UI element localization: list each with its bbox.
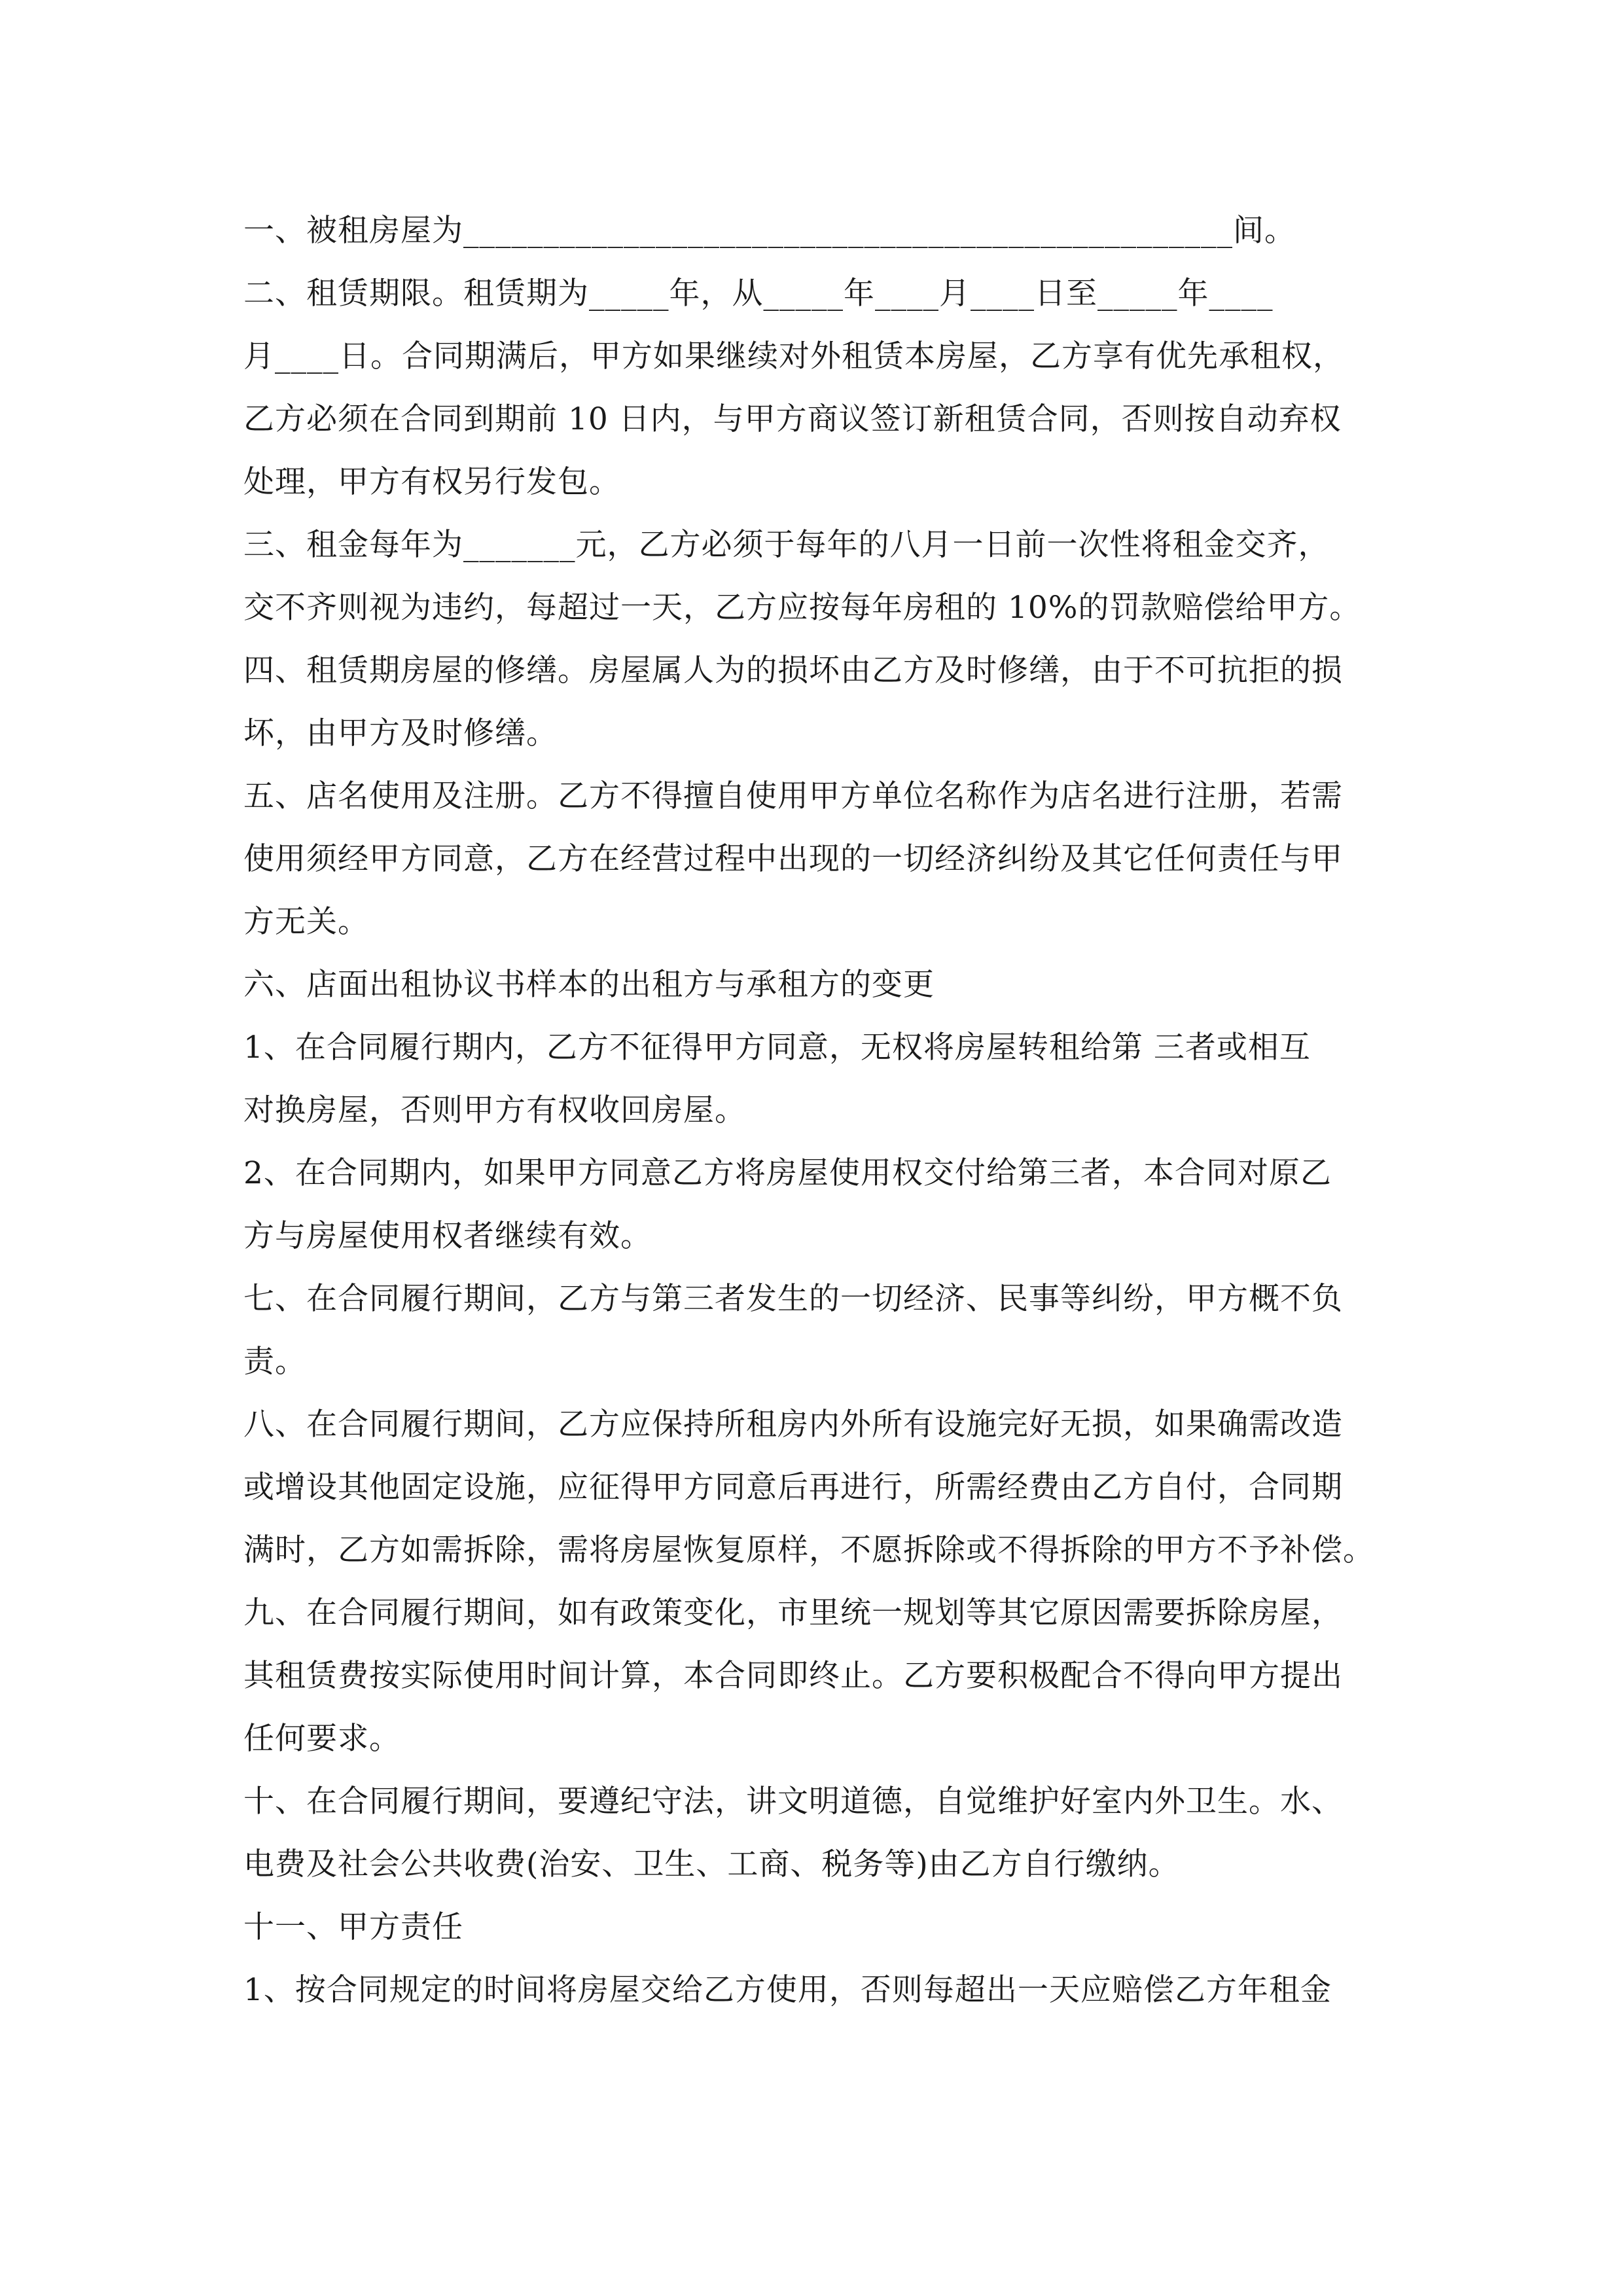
text-line: 十、在合同履行期间，要遵纪守法，讲文明道德，自觉维护好室内外卫生。水、 xyxy=(243,1784,1343,1820)
text-line: 交不齐则视为违约，每超过一天，乙方应按每年房租的 10%的罚款赔偿给甲方。 xyxy=(243,590,1361,626)
text-line: 二、租赁期限。租赁期为_____年，从_____年____月____日至_____年____ xyxy=(243,276,1274,312)
text-line: 八、在合同履行期间，乙方应保持所租房内外所有设施完好无损，如果确需改造 xyxy=(243,1407,1343,1443)
text-line: 2、在合同期内，如果甲方同意乙方将房屋使用权交付给第三者，本合同对原乙 xyxy=(243,1155,1332,1191)
text-line: 方与房屋使用权者继续有效。 xyxy=(243,1218,652,1254)
text-line: 七、在合同履行期间，乙方与第三者发生的一切经济、民事等纠纷，甲方概不负 xyxy=(243,1281,1343,1317)
text-line: 1、按合同规定的时间将房屋交给乙方使用，否则每超出一天应赔偿乙方年租金 xyxy=(243,1972,1332,2008)
text-line: 任何要求。 xyxy=(243,1721,401,1757)
text-line: 乙方必须在合同到期前 10 日内，与甲方商议签订新租赁合同，否则按自动弃权 xyxy=(243,401,1342,437)
text-line: 满时，乙方如需拆除，需将房屋恢复原样，不愿拆除或不得拆除的甲方不予补偿。 xyxy=(243,1532,1374,1568)
text-line: 或增设其他固定设施，应征得甲方同意后再进行，所需经费由乙方自付，合同期 xyxy=(243,1469,1343,1505)
text-line: 方无关。 xyxy=(243,904,369,940)
text-line: 十一、甲方责任 xyxy=(243,1909,463,1945)
text-line: 电费及社会公共收费(治安、卫生、工商、税务等)由乙方自行缴纳。 xyxy=(243,1846,1180,1882)
text-line: 四、租赁期房屋的修缮。房屋属人为的损坏由乙方及时修缮，由于不可抗拒的损 xyxy=(243,653,1343,689)
text-line: 对换房屋，否则甲方有权收回房屋。 xyxy=(243,1092,746,1128)
text-line: 1、在合同履行期内，乙方不征得甲方同意，无权将房屋转租给第 三者或相互 xyxy=(243,1030,1311,1066)
text-line: 九、在合同履行期间，如有政策变化，市里统一规划等其它原因需要拆除房屋， xyxy=(243,1595,1343,1631)
contract-body xyxy=(243,200,1395,2022)
text-line: 使用须经甲方同意，乙方在经营过程中出现的一切经济纠纷及其它任何责任与甲 xyxy=(243,841,1343,877)
text-line: 一、被租房屋为________________________________________________间。 xyxy=(243,213,1296,249)
text-line: 责。 xyxy=(243,1344,306,1380)
text-line: 处理，甲方有权另行发包。 xyxy=(243,464,620,500)
text-line: 坏，由甲方及时修缮。 xyxy=(243,715,558,751)
text-line: 五、店名使用及注册。乙方不得擅自使用甲方单位名称作为店名进行注册，若需 xyxy=(243,778,1343,814)
text-line: 六、店面出租协议书样本的出租方与承租方的变更 xyxy=(243,967,935,1003)
text-line: 其租赁费按实际使用时间计算，本合同即终止。乙方要积极配合不得向甲方提出 xyxy=(243,1658,1343,1694)
text-line: 三、租金每年为_______元，乙方必须于每年的八月一日前一次性将租金交齐， xyxy=(243,527,1330,563)
text-line: 月____日。合同期满后，甲方如果继续对外租赁本房屋，乙方享有优先承租权， xyxy=(243,338,1344,374)
